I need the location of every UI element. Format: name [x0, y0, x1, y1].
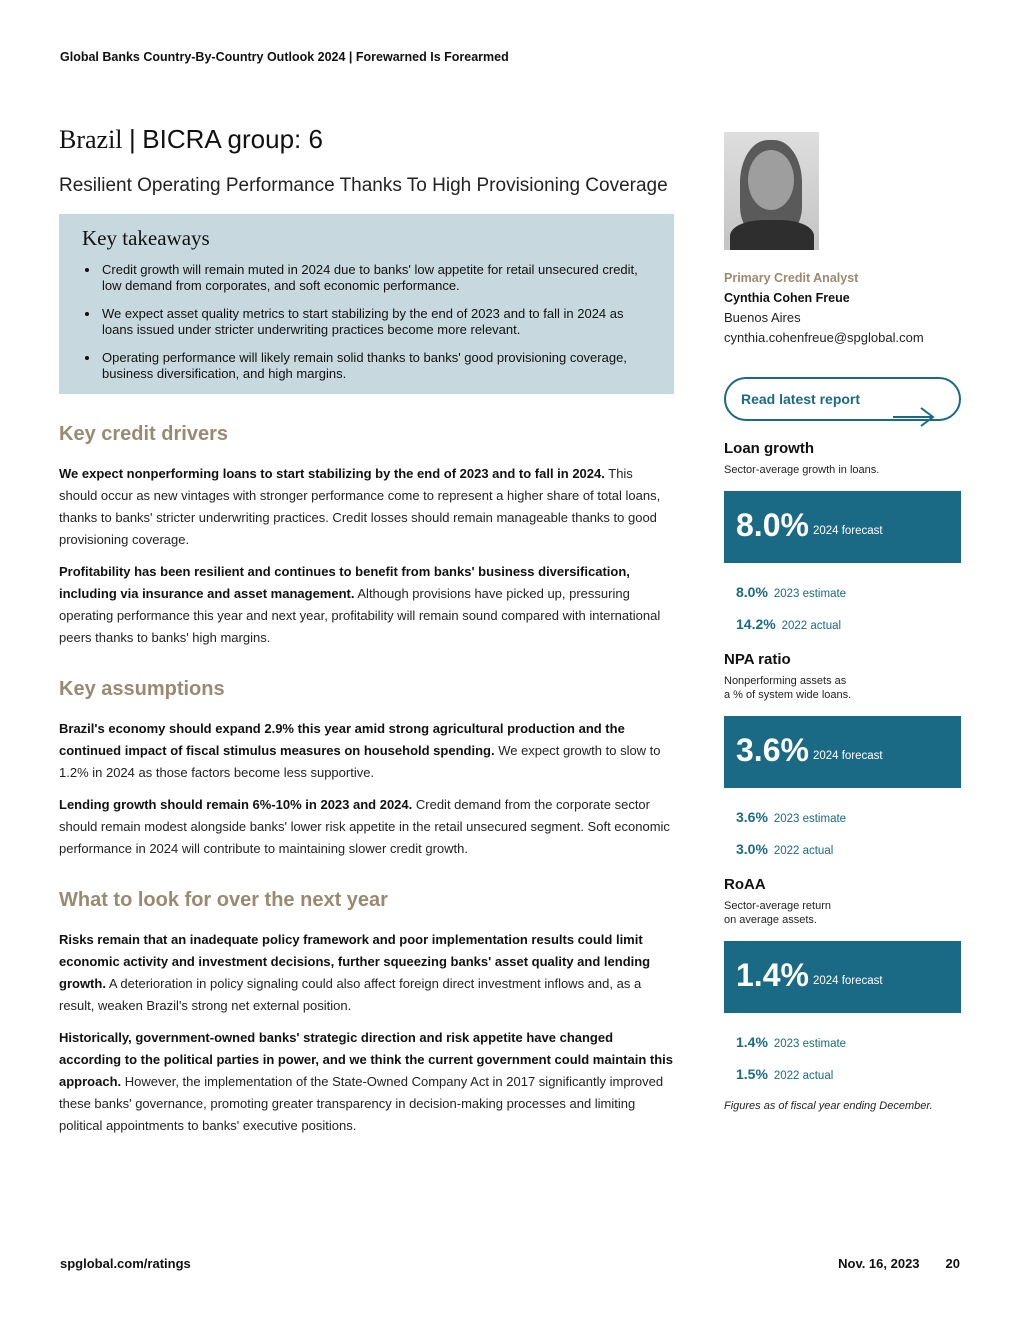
metric-description: [724, 463, 961, 477]
footer-right: [838, 1256, 960, 1271]
body-paragraph: [59, 1027, 674, 1137]
metric-forecast-label: 2024 forecast: [812, 975, 883, 987]
paragraph-lead: Risks remain that an inadequate policy framework and poor implementation results could limit economic activity and investment decisions, further squeezing banks' asset quality and lending growth.: [59, 932, 651, 991]
metric-forecast-box: [724, 491, 961, 563]
takeaway-item: • We expect asset quality metrics to start stabilizing by the end of 2023 and to fall in 2024 as loans issued under stricter underwriting practices become more relevant.: [100, 306, 650, 338]
metrics-footnote: Figures as of fiscal year ending December.: [724, 1100, 933, 1112]
read-latest-report-button[interactable]: [724, 377, 961, 421]
body-paragraph: [59, 718, 674, 784]
body-paragraph: [59, 929, 674, 1017]
metric-estimate-label: 2023 estimate: [773, 813, 847, 825]
body-paragraph: [59, 794, 674, 860]
metric-description: [724, 899, 961, 927]
body-paragraph: [59, 463, 674, 551]
footer-date: Nov. 16, 2023: [838, 1256, 920, 1271]
metric-forecast-value: 3.6%: [736, 732, 809, 768]
metric-actual-label: 2022 actual: [773, 1070, 834, 1082]
key-takeaways-list: [82, 262, 650, 382]
paragraph-text: This should occur as new vintages with stronger performance come to represent a higher share of total loans, thanks to banks' stricter underwriting practices. Credit losses should remain manageable thanks to good provisioning coverage.: [59, 466, 661, 547]
analyst-name: Cynthia Cohen Freue: [724, 291, 850, 305]
document-header: Global Banks Country-By-Country Outlook 2024 | Forewarned Is Forearmed: [60, 50, 509, 64]
metric-description-line: Sector-average growth in loans.: [724, 464, 880, 476]
metric-actual-label: 2022 actual: [781, 620, 842, 632]
page-number: 20: [945, 1256, 960, 1271]
metric-actual-value: 3.0%: [736, 841, 768, 857]
metric-actual-value: 1.5%: [736, 1066, 768, 1082]
paragraph-lead: Lending growth should remain 6%-10% in 2023 and 2024.: [59, 797, 413, 812]
page-title: [59, 124, 674, 155]
paragraph-lead: We expect nonperforming loans to start stabilizing by the end of 2023 and to fall in 2024.: [59, 466, 605, 481]
metric-description-line: a % of system wide loans.: [724, 689, 852, 701]
metric-actual-label: 2022 actual: [773, 845, 834, 857]
metric-description: [724, 674, 961, 702]
metric-estimate-row: [724, 1034, 961, 1050]
metric-title: NPA ratio: [724, 651, 791, 668]
metric-title: RoAA: [724, 876, 766, 893]
metric-title: Loan growth: [724, 440, 814, 457]
takeaway-item: • Credit growth will remain muted in 2024 due to banks' low appetite for retail unsecured credit, low demand from corporates, and soft economic performance.: [100, 262, 650, 294]
metric-actual-row: [724, 616, 961, 632]
metric-forecast-box: [724, 716, 961, 788]
paragraph-text: Although provisions have picked up, pressuring operating performance this year and next year, profitability will remain sound compared with international peers thanks to banks' high margins.: [59, 586, 661, 645]
arrow-right-icon: [893, 406, 939, 428]
metric-estimate-label: 2023 estimate: [773, 588, 847, 600]
section-heading-credit-drivers: Key credit drivers: [59, 423, 228, 445]
paragraph-lead: Brazil's economy should expand 2.9% this year amid strong agricultural production and the continued impact of fiscal stimulus measures on household spending.: [59, 721, 625, 758]
analyst-role: Primary Credit Analyst: [724, 271, 859, 285]
metric-roaa: [724, 876, 961, 1082]
sidebar: [724, 132, 961, 1112]
metric-estimate-row: [724, 584, 961, 600]
metric-forecast-label: 2024 forecast: [812, 750, 883, 762]
bicra-group: BICRA group: 6: [142, 124, 323, 154]
footer-site-link[interactable]: spglobal.com/ratings: [60, 1256, 191, 1271]
paragraph-text: Credit demand from the corporate sector should remain modest alongside banks' lower risk appetite in the retail unsecured segment. Soft economic performance in 2024 will contribute to maintaining slower credit growth.: [59, 797, 670, 856]
metric-actual-row: [724, 1066, 961, 1082]
paragraph-text: We expect growth to slow to 1.2% in 2024 as those factors become less supportive.: [59, 743, 661, 780]
main-column: [59, 124, 674, 1147]
metric-actual-value: 14.2%: [736, 616, 776, 632]
read-latest-report-label: Read latest report: [741, 391, 861, 407]
paragraph-text: However, the implementation of the State-Owned Company Act in 2017 significantly improved these banks' governance, promoting greater transparency in decision-making processes and limiting political appointments to banks' executive positions.: [59, 1074, 664, 1133]
paragraph-text: A deterioration in policy signaling could also affect foreign direct investment inflows and, as a result, weaken Brazil's strong net external position.: [59, 976, 642, 1013]
metric-estimate-label: 2023 estimate: [773, 1038, 847, 1050]
title-separator: |: [129, 124, 136, 154]
takeaway-item: • Operating performance will likely remain solid thanks to banks' good provisioning coverage, business diversification, and high margins.: [100, 350, 650, 382]
section-heading-next-year: What to look for over the next year: [59, 889, 388, 911]
metric-estimate-value: 3.6%: [736, 809, 768, 825]
key-takeaways-box: [59, 214, 674, 394]
paragraph-lead: Profitability has been resilient and continues to benefit from banks' business diversification, including via insurance and asset management.: [59, 564, 630, 601]
metric-npa-ratio: [724, 651, 961, 857]
page-subtitle: Resilient Operating Performance Thanks To High Provisioning Coverage: [59, 175, 668, 196]
metric-forecast-box: [724, 941, 961, 1013]
metric-actual-row: [724, 841, 961, 857]
metric-estimate-value: 8.0%: [736, 584, 768, 600]
paragraph-lead: Historically, government-owned banks' strategic direction and risk appetite have changed according to the political parties in power, and we think the current government could maintain this approach.: [59, 1030, 673, 1089]
key-takeaways-heading: Key takeaways: [82, 226, 210, 250]
body-paragraph: [59, 561, 674, 649]
analyst-photo: [724, 132, 819, 250]
metric-forecast-value: 8.0%: [736, 507, 809, 543]
metric-description-line: Sector-average return: [724, 900, 831, 912]
metric-description-line: Nonperforming assets as: [724, 675, 847, 687]
metric-description-line: on average assets.: [724, 914, 817, 926]
metric-estimate-value: 1.4%: [736, 1034, 768, 1050]
section-heading-key-assumptions: Key assumptions: [59, 678, 225, 700]
metric-forecast-label: 2024 forecast: [812, 525, 883, 537]
analyst-city: Buenos Aires: [724, 310, 801, 325]
metric-loan-growth: [724, 440, 961, 632]
analyst-email-link[interactable]: cynthia.cohenfreue@spglobal.com: [724, 330, 924, 345]
country-name: Brazil: [59, 125, 123, 154]
metric-estimate-row: [724, 809, 961, 825]
metric-forecast-value: 1.4%: [736, 957, 809, 993]
